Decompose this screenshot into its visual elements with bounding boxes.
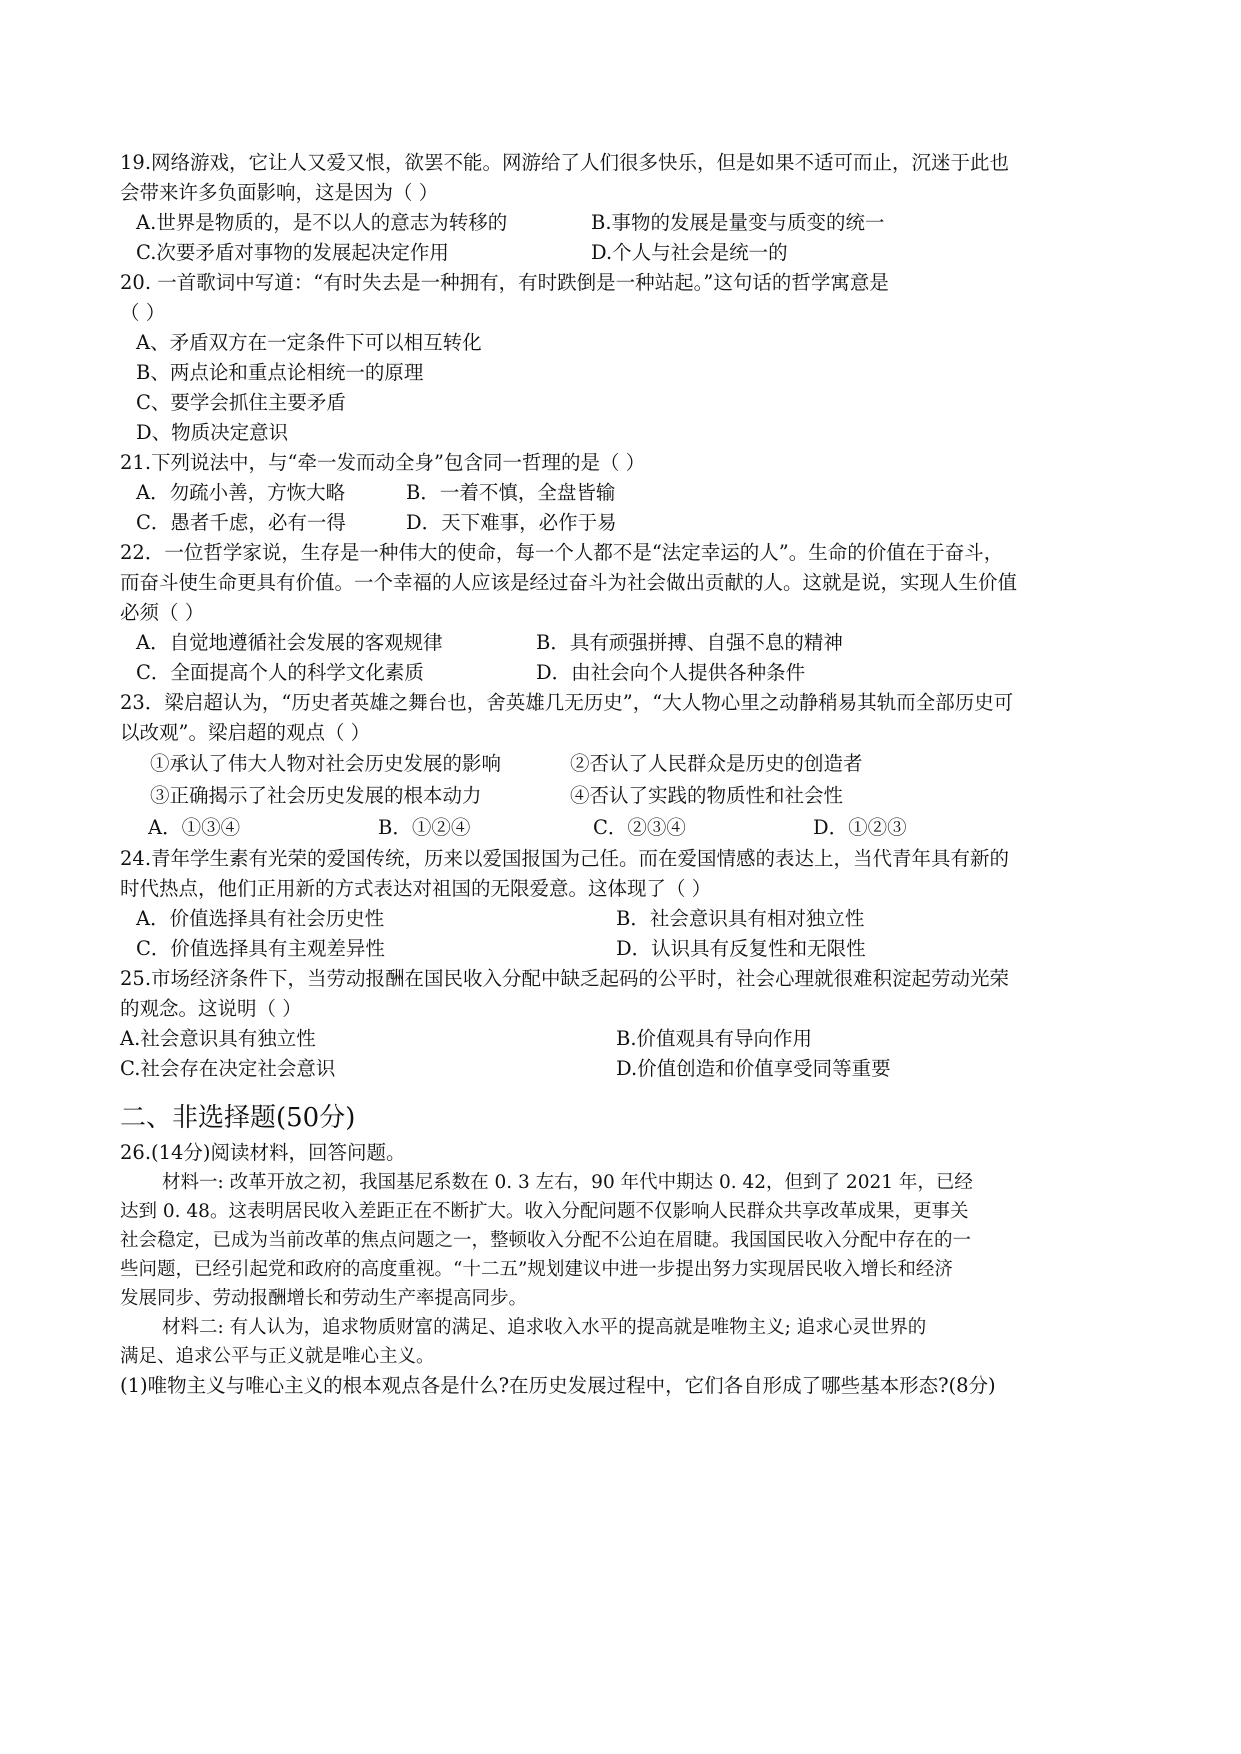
statement-1: ①承认了伟大人物对社会历史发展的影响 — [150, 752, 502, 775]
statement-4: ④否认了实践的物质性和社会性 — [570, 784, 844, 807]
question-stem: 的观念。这说明（ ） — [120, 997, 302, 1020]
question-19 — [120, 148, 1130, 268]
question-stem: 21.下列说法中，与“牵一发而动全身”包含同一哲理的是（ ） — [120, 451, 646, 474]
question-20 — [120, 268, 1130, 448]
material-line: 些问题，已经引起党和政府的高度重视。“十二五”规划建议中进一步提出努力实现居民收入增长和经济 — [120, 1259, 953, 1280]
statement-3: ③正确揭示了社会历史发展的根本动力 — [150, 784, 482, 807]
option-d: D.价值创造和价值享受同等重要 — [616, 1057, 891, 1080]
option-d: D.个人与社会是统一的 — [591, 241, 788, 264]
material-line: 社会稳定，已成为当前改革的焦点问题之一，整顿收入分配不公迫在眉睫。我国国民收入分配中存在的一 — [120, 1230, 972, 1251]
question-stem: 以改观”。梁启超的观点（ ） — [120, 721, 371, 744]
option-a: A.世界是物质的，是不以人的意志为转移的 — [136, 211, 508, 234]
question-stem: （ ） — [120, 301, 166, 324]
option-c: C．价值选择具有主观差异性 — [136, 937, 385, 960]
option-b: B．①②④ — [378, 816, 471, 839]
option-b: B.价值观具有导向作用 — [616, 1027, 813, 1050]
section-title: 二、非选择题(50分) — [120, 1103, 356, 1133]
question-26-head: 26.(14分)阅读材料，回答问题。 — [120, 1141, 406, 1164]
question-stem: 而奋斗使生命更具有价值。一个幸福的人应该是经过奋斗为社会做出贡献的人。这就是说，实现人生价值 — [120, 571, 1018, 594]
question-stem: 25.市场经济条件下，当劳动报酬在国民收入分配中缺乏起码的公平时，社会心理就很难积淀起劳动光荣 — [120, 967, 1010, 990]
option-c: C、要学会抓住主要矛盾 — [136, 391, 346, 414]
option-a: A．自觉地遵循社会发展的客观规律 — [136, 631, 443, 654]
question-stem: 22．一位哲学家说，生存是一种伟大的使命，每一个人都不是“法定幸运的人”。生命的价值在于奋斗， — [120, 541, 1004, 564]
material-line: 满足、追求公平与正义就是唯心主义。 — [120, 1346, 435, 1367]
question-21 — [120, 448, 1130, 538]
question-23 — [120, 688, 1130, 844]
question-stem: 必须（ ） — [120, 601, 205, 624]
question-stem: 24.青年学生素有光荣的爱国传统，历来以爱国报国为己任。而在爱国情感的表达上，当代青年具有新的 — [120, 847, 1010, 870]
option-c: C．愚者千虑，必有一得 — [136, 511, 346, 534]
question-stem: 23．梁启超认为，“历史者英雄之舞台也，舍英雄几无历史”，“大人物心里之动静稍易其轨而全部历史可 — [120, 691, 1014, 714]
option-c: C.次要矛盾对事物的发展起决定作用 — [136, 241, 449, 264]
material-line: 材料二: 有人认为，追求物质财富的满足、追求收入水平的提高就是唯物主义; 追求心灵世界的 — [162, 1317, 927, 1338]
option-a: A．勿疏小善，方恢大略 — [136, 481, 346, 504]
question-24 — [120, 844, 1130, 964]
option-c: C．全面提高个人的科学文化素质 — [136, 661, 424, 684]
option-d: D．认识具有反复性和无限性 — [616, 937, 866, 960]
option-c: C.社会存在决定社会意识 — [120, 1057, 336, 1080]
question-stem: 20. 一首歌词中写道：“有时失去是一种拥有，有时跌倒是一种站起。”这句话的哲学寓意是 — [120, 271, 889, 294]
option-d: D．天下难事，必作于易 — [406, 511, 617, 534]
material-line: 发展同步、劳动报酬增长和劳动生产率提高同步。 — [120, 1288, 528, 1309]
material-2 — [120, 1313, 1130, 1371]
option-b: B．具有顽强拼搏、自强不息的精神 — [536, 631, 843, 654]
material-1 — [120, 1168, 1130, 1313]
option-a: A．①③④ — [148, 816, 241, 839]
sub-question-1: (1)唯物主义与唯心主义的根本观点各是什么?在历史发展过程中，它们各自形成了哪些基本形态?(8分) — [120, 1374, 996, 1397]
material-line: 材料一: 改革开放之初，我国基尼系数在 0. 3 左右，90 年代中期达 0. 42，但到了 2021 年，已经 — [162, 1172, 973, 1193]
exam-page — [120, 148, 1130, 1401]
option-d: D、物质决定意识 — [136, 421, 289, 444]
option-d: D．由社会向个人提供各种条件 — [536, 661, 806, 684]
question-25 — [120, 964, 1130, 1084]
question-stem: 19.网络游戏，它让人又爱又恨，欲罢不能。网游给了人们很多快乐，但是如果不适可而止，沉迷于此也 — [120, 151, 1010, 174]
option-b: B．一着不慎，全盘皆输 — [406, 481, 616, 504]
question-stem: 会带来许多负面影响，这是因为（ ） — [120, 181, 439, 204]
option-a: A．价值选择具有社会历史性 — [136, 907, 385, 930]
question-stem: 时代热点，他们正用新的方式表达对祖国的无限爱意。这体现了（ ） — [120, 877, 712, 900]
option-b: B．社会意识具有相对独立性 — [616, 907, 865, 930]
option-a: A、矛盾双方在一定条件下可以相互转化 — [136, 331, 482, 354]
option-d: D．①②③ — [813, 816, 907, 839]
material-line: 达到 0. 48。这表明居民收入差距正在不断扩大。收入分配问题不仅影响人民群众共享改革成果，更事关 — [120, 1201, 969, 1222]
option-c: C．②③④ — [593, 816, 686, 839]
question-22 — [120, 538, 1130, 688]
option-a: A.社会意识具有独立性 — [120, 1027, 316, 1050]
statement-2: ②否认了人民群众是历史的创造者 — [570, 752, 863, 775]
option-b: B.事物的发展是量变与质变的统一 — [591, 211, 885, 234]
option-b: B、两点论和重点论相统一的原理 — [136, 361, 424, 384]
